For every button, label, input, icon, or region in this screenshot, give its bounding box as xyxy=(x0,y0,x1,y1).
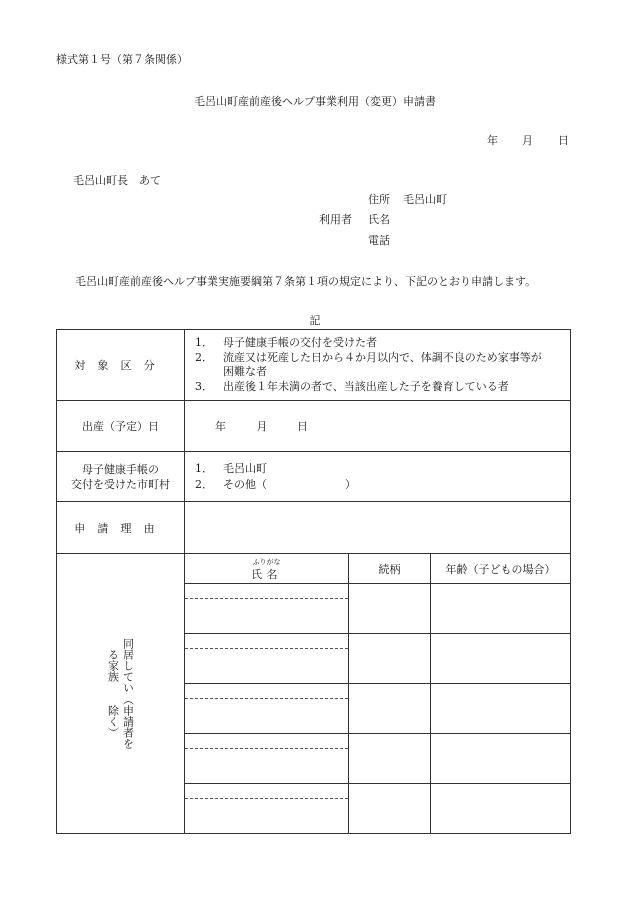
reason-label: 申請理由 xyxy=(57,502,185,554)
category-option-2: 2． 流産又は死産した日から４か月以内で、体調不良のため家事等が xyxy=(195,350,542,364)
address-label: 住所 xyxy=(368,193,390,206)
family-age-cell[interactable] xyxy=(431,584,571,634)
family-age-cell[interactable] xyxy=(431,634,571,684)
family-relation-cell[interactable] xyxy=(349,784,431,834)
handbook-option-2: 2． その他（ ） xyxy=(195,477,356,491)
family-name-cell[interactable] xyxy=(185,584,349,634)
addressee: 毛呂山町長 あて xyxy=(73,174,161,187)
handbook-label: 母子健康手帳の 交付を受けた市町村 xyxy=(57,452,185,502)
category-option-3: 3． 出産後１年未満の者で、当該出産した子を養育している者 xyxy=(195,379,509,393)
furigana-label: ふりがな xyxy=(252,557,281,566)
form-number: 様式第１号（第７条関係） xyxy=(56,53,188,66)
address-value: 毛呂山町 xyxy=(403,193,447,206)
family-label: 同居している家族 （申請者を除く） xyxy=(57,554,185,834)
category-label: 対象区分 xyxy=(57,330,185,401)
family-name-cell[interactable] xyxy=(185,634,349,684)
ki-heading: 記 xyxy=(309,314,321,327)
name-label: 氏名 xyxy=(368,213,390,226)
category-option-1: 1． 母子健康手帳の交付を受けた者 xyxy=(195,336,377,349)
family-name-cell[interactable] xyxy=(185,784,349,834)
birth-date-field[interactable] xyxy=(185,401,571,452)
date-year: 年 xyxy=(487,134,498,147)
birth-date-label: 出産（予定）日 xyxy=(57,401,185,452)
birth-day: 日 xyxy=(297,420,308,433)
handbook-option-1: 1． 毛呂山町 xyxy=(195,461,267,475)
birth-month: 月 xyxy=(256,420,268,433)
category-options xyxy=(185,330,571,401)
applicant-group-label: 利用者 xyxy=(319,213,352,226)
handbook-options[interactable] xyxy=(185,452,571,502)
family-relation-header: 続柄 xyxy=(349,554,431,584)
family-age-cell[interactable] xyxy=(431,734,571,784)
document-title: 毛呂山町産前産後ヘルプ事業利用（変更）申請書 xyxy=(194,95,436,108)
family-relation-cell[interactable] xyxy=(349,634,431,684)
category-option-2-cont: 困難な者 xyxy=(223,365,267,378)
family-relation-cell[interactable] xyxy=(349,684,431,734)
reason-field[interactable] xyxy=(185,502,571,554)
birth-year: 年 xyxy=(215,420,226,433)
family-age-cell[interactable] xyxy=(431,784,571,834)
date-month: 月 xyxy=(522,134,533,147)
family-age-header: 年齢（子どもの場合） xyxy=(431,554,571,584)
application-form-table xyxy=(56,329,571,834)
intro-text: 毛呂山町産前産後ヘルプ事業実施要綱第７条第１項の規定により、下記のとおり申請します。 xyxy=(75,275,537,288)
date-day: 日 xyxy=(558,134,569,147)
family-relation-cell[interactable] xyxy=(349,734,431,784)
family-age-cell[interactable] xyxy=(431,684,571,734)
phone-label: 電話 xyxy=(368,234,390,247)
family-name-cell[interactable] xyxy=(185,684,349,734)
family-name-cell[interactable] xyxy=(185,734,349,784)
family-relation-cell[interactable] xyxy=(349,584,431,634)
family-name-header: ふりがな 氏名 xyxy=(185,554,349,584)
